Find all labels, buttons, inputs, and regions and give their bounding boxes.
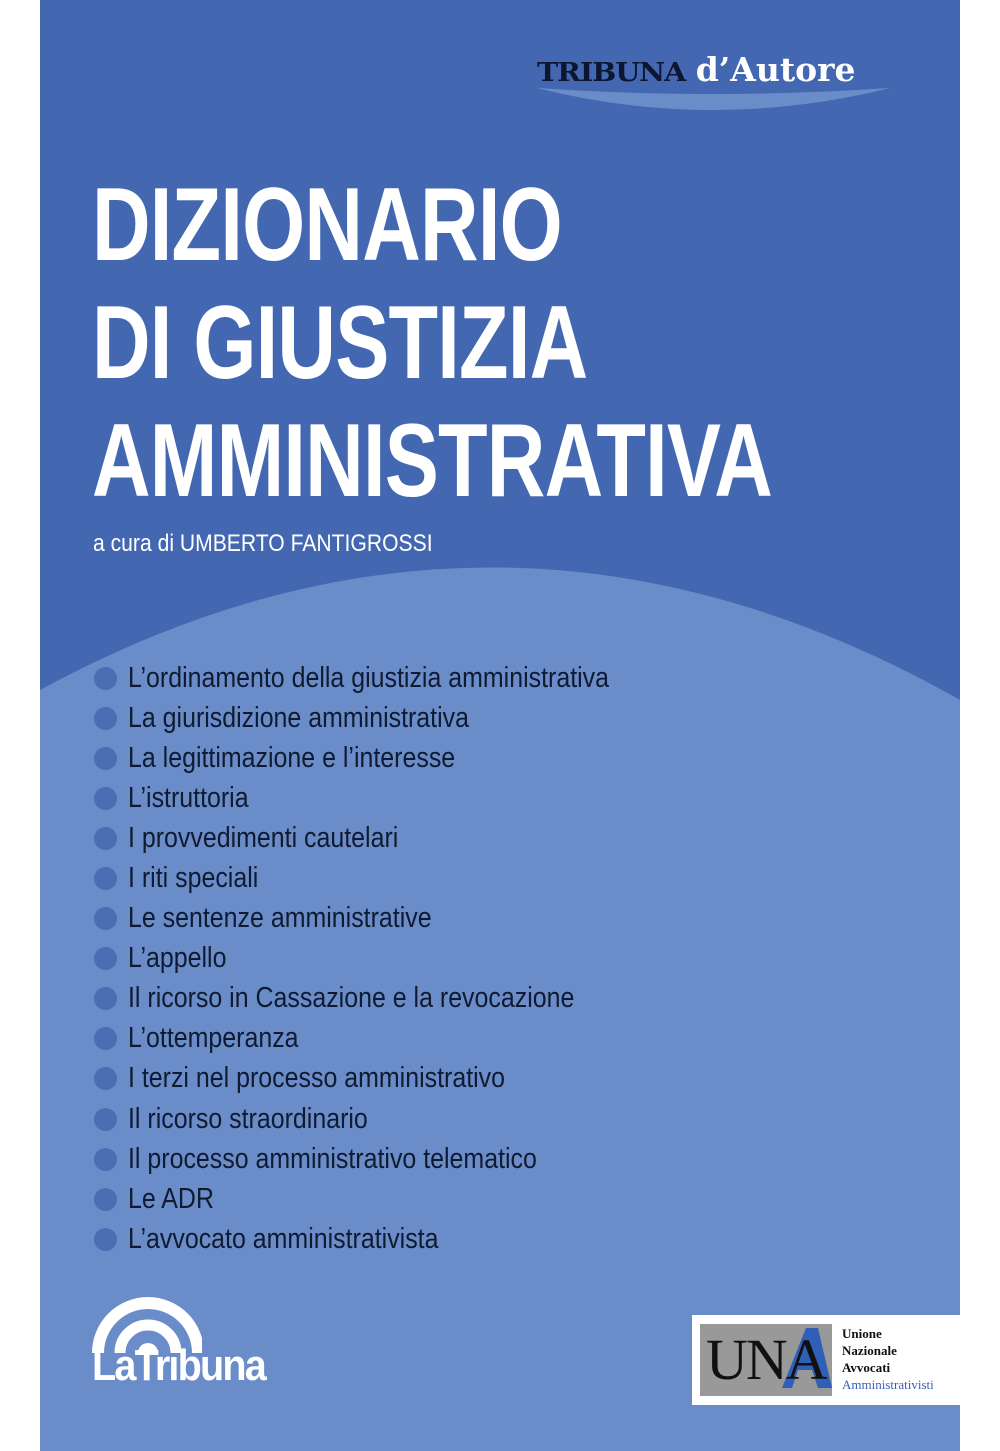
series-logo-tribuna: TRIBUNA [537, 58, 686, 88]
contents-item [94, 1099, 687, 1139]
contents-item-label: I provvedimenti cautelari [128, 821, 399, 854]
bullet-icon [94, 947, 117, 970]
author: a cura di UMBERTO FANTIGROSSI [93, 530, 433, 557]
contents-item-label: L’avvocato amministrativista [128, 1222, 439, 1255]
publisher-logo [92, 1295, 266, 1390]
bullet-icon [94, 747, 117, 770]
contents-item-label: L’ottemperanza [128, 1022, 299, 1055]
contents-item [94, 858, 687, 898]
bullet-icon [94, 867, 117, 890]
bullet-icon [94, 1067, 117, 1090]
una-line: Unione [842, 1326, 882, 1341]
book-title [92, 166, 772, 520]
una-line: Amministrativisti [842, 1377, 934, 1392]
contents-item-label: Il processo amministrativo telematico [128, 1142, 537, 1175]
una-box [700, 1324, 832, 1396]
una-line: Nazionale [842, 1343, 897, 1358]
contents-item [94, 1019, 687, 1059]
bullet-icon [94, 1027, 117, 1050]
una-words [842, 1325, 934, 1393]
contents-item-label: L’appello [128, 942, 227, 975]
contents-item [94, 698, 687, 738]
series-logo [537, 50, 856, 89]
contents-item-label: Il ricorso in Cassazione e la revocazione [128, 982, 575, 1015]
bullet-icon [94, 787, 117, 810]
publisher-name: LaTribuna [92, 1341, 266, 1390]
una-logo [692, 1315, 960, 1405]
bullet-icon [94, 1148, 117, 1171]
contents-item [94, 1179, 687, 1219]
una-line: Avvocati [842, 1360, 891, 1375]
contents-item [94, 899, 687, 939]
bullet-icon [94, 827, 117, 850]
bullet-icon [94, 1228, 117, 1251]
contents-item [94, 939, 687, 979]
bullet-icon [94, 907, 117, 930]
title-line: DI GIUSTIZIA [92, 285, 588, 401]
bullet-icon [94, 707, 117, 730]
series-logo-dautore: d’Autore [695, 50, 856, 89]
bullet-icon [94, 987, 117, 1010]
contents-item [94, 1219, 687, 1259]
contents-item-label: L’istruttoria [128, 781, 249, 814]
contents-item [94, 658, 687, 698]
contents-list [94, 658, 687, 1259]
contents-item-label: La legittimazione e l’interesse [128, 741, 456, 774]
una-letters: UNA [706, 1327, 826, 1392]
contents-item [94, 818, 687, 858]
contents-item-label: L’ordinamento della giustizia amministrativa [128, 661, 610, 694]
bullet-icon [94, 1188, 117, 1211]
title-line: DIZIONARIO [92, 167, 562, 283]
contents-item [94, 979, 687, 1019]
bullet-icon [94, 1108, 117, 1131]
contents-item [94, 1139, 687, 1179]
contents-item-label: I riti speciali [128, 862, 259, 895]
contents-item-label: Le sentenze amministrative [128, 902, 432, 935]
book-cover [40, 0, 960, 1451]
title-line: AMMINISTRATIVA [92, 403, 773, 519]
contents-item [94, 738, 687, 778]
contents-item [94, 778, 687, 818]
contents-item-label: I terzi nel processo amministrativo [128, 1062, 506, 1095]
contents-item [94, 1059, 687, 1099]
bullet-icon [94, 667, 117, 690]
contents-item-label: La giurisdizione amministrativa [128, 701, 469, 734]
contents-item-label: Le ADR [128, 1182, 214, 1215]
contents-item-label: Il ricorso straordinario [128, 1102, 368, 1135]
